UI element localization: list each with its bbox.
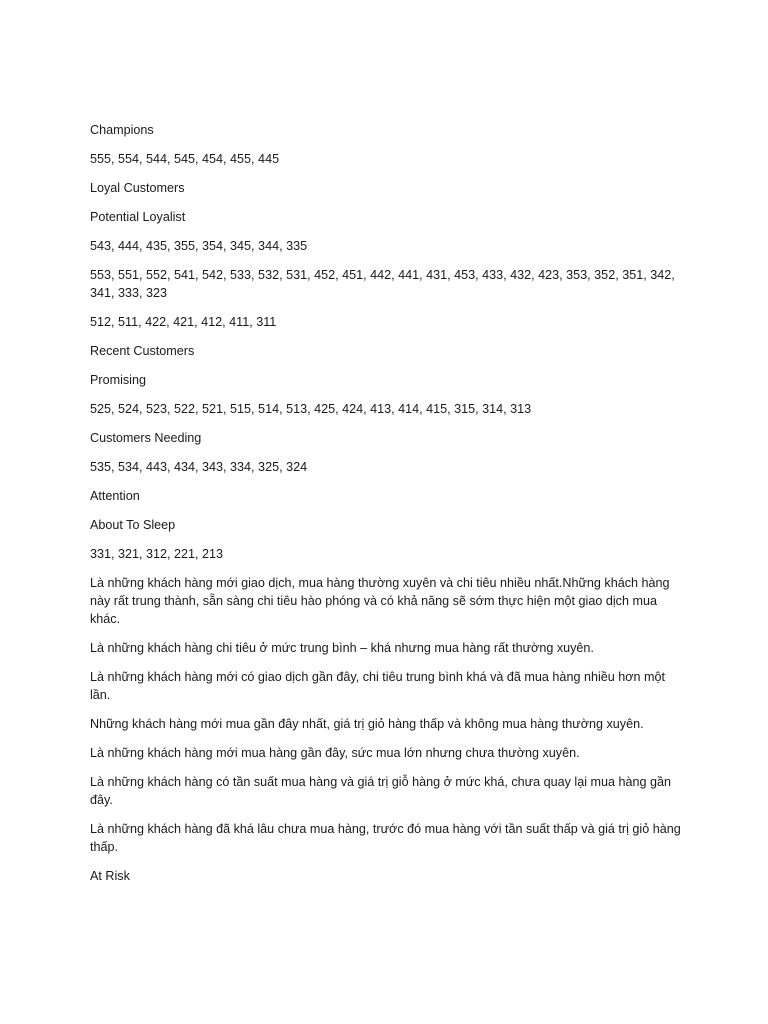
- rfm-scores-recent-customers: 512, 511, 422, 421, 412, 411, 311: [90, 315, 277, 329]
- description-customers-needing-attention: Là những khách hàng có tần suất mua hàng và giá trị giỗ hàng ở mức khá, chưa quay lại mua hàng gần đây.: [90, 775, 672, 807]
- rfm-scores-customers-needing-attention: 535, 534, 443, 434, 343, 334, 325, 324: [90, 460, 308, 474]
- description-about-to-sleep: Là những khách hàng đã khá lâu chưa mua hàng, trước đó mua hàng với tần suất thấp và giá trị giỏ hàng thấp.: [90, 822, 681, 854]
- description-promising: Là những khách hàng mới mua hàng gần đây, sức mua lớn nhưng chưa thường xuyên.: [90, 746, 580, 760]
- segment-heading-loyal-customers: Loyal Customers: [90, 181, 185, 195]
- segment-heading-about-to-sleep: About To Sleep: [90, 518, 176, 532]
- segment-heading-promising: Promising: [90, 373, 146, 387]
- rfm-scores-loyal-customers: 543, 444, 435, 355, 354, 345, 344, 335: [90, 239, 308, 253]
- description-recent-customers: Những khách hàng mới mua gần đây nhất, giá trị giỏ hàng thấp và không mua hàng thường xuyên.: [90, 717, 644, 731]
- segment-heading-potential-loyalist: Potential Loyalist: [90, 210, 186, 224]
- rfm-scores-potential-loyalist: 553, 551, 552, 541, 542, 533, 532, 531, 452, 451, 442, 441, 431, 453, 433, 432, 423, 353, 352, 351, 342, 341, 333, 323: [90, 268, 675, 300]
- description-loyal-customers: Là những khách hàng chi tiêu ở mức trung bình – khá nhưng mua hàng rất thường xuyên.: [90, 641, 594, 655]
- rfm-scores-champions: 555, 554, 544, 545, 454, 455, 445: [90, 152, 280, 166]
- segment-heading-attention: Attention: [90, 489, 140, 503]
- description-champions: Là những khách hàng mới giao dịch, mua hàng thường xuyên và chi tiêu nhiều nhất.Những khách hàng này rất trung thành, sẵn sàng chi tiêu hào phóng và có khả năng sẽ sớm thực hiện một giao dịch mua khác.: [90, 576, 670, 626]
- segment-heading-recent-customers: Recent Customers: [90, 344, 195, 358]
- rfm-scores-promising: 525, 524, 523, 522, 521, 515, 514, 513, 425, 424, 413, 414, 415, 315, 314, 313: [90, 402, 532, 416]
- segment-heading-champions: Champions: [90, 123, 154, 137]
- document-page: [90, 121, 682, 896]
- segment-heading-at-risk: At Risk: [90, 869, 130, 883]
- description-potential-loyalist: Là những khách hàng mới có giao dịch gần đây, chi tiêu trung bình khá và đã mua hàng nhiều hơn một lần.: [90, 670, 666, 702]
- rfm-scores-about-to-sleep: 331, 321, 312, 221, 213: [90, 547, 224, 561]
- segment-heading-customers-needing: Customers Needing: [90, 431, 202, 445]
